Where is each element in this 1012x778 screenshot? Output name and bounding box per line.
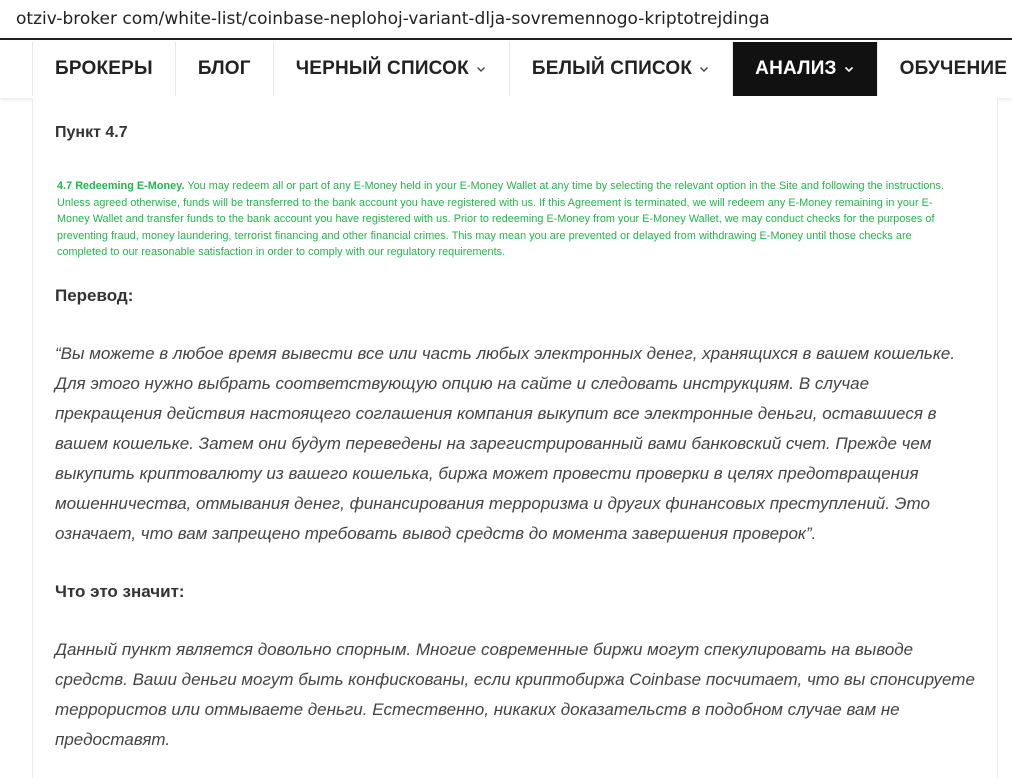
nav-item-label: БЕЛЫЙ СПИСОК <box>531 58 693 79</box>
nav-item-label: АНАЛИЗ <box>755 58 837 79</box>
nav-item-white-list[interactable] <box>510 42 733 96</box>
chevron-down-icon <box>475 63 487 75</box>
address-bar[interactable] <box>0 0 1012 40</box>
nav-menu <box>32 42 1012 96</box>
nav-item-black-list[interactable] <box>274 42 510 96</box>
nav-item-label: БЛОГ <box>197 58 251 79</box>
nav-item-blog[interactable] <box>176 42 274 96</box>
agreement-quote <box>57 178 957 261</box>
translation-heading: Перевод: <box>55 286 134 305</box>
translation-paragraph: “Вы можете в любое время вывести все или часть любых электронных денег, хранящихся в вашем кошельке. Для этого нужно выбрать соответствующую опцию на сайте и следовать инструкциям. В случае прекращения действия настоящего соглашения компания выкупит все электронные деньги, оставшиеся в вашем кошельке. Затем они будут переведены на зарегистрированный вами банковский счет. Прежде чем выкупить криптовалюту из вашего кошелька, биржа может провести проверки в целях предотвращения мошенничества, отмывания денег, финансирования терроризма и других финансовых преступлений. Это означает, что вам запрещено требовать вывод средств до момента завершения проверок”. <box>55 344 956 543</box>
quote-title: 4.7 Redeeming E-Money. <box>57 180 185 192</box>
meaning-heading: Что это значит: <box>55 582 185 601</box>
point-heading: Пункт 4.7 <box>55 124 128 141</box>
main-navigation <box>0 42 1012 98</box>
nav-item-brokers[interactable] <box>33 42 176 96</box>
quote-body: You may redeem all or part of any E-Money held in your E-Money Wallet at any time by selecting the relevant option in the Site and following the instructions. Unless agreed otherwise, funds will be transferred to the bank account you have registered with us. If this Agreement is terminated, we will redeem any E-Money remaining in your E-Money Wallet and transfer funds to the bank account you have registered with us. Prior to redeeming E-Money from your E-Money Wallet, we may conduct checks for the purposes of preventing fraud, money laundering, terrorist financing and other financial crimes. This may mean you are prevented or delayed from withdrawing E-Money until those checks are completed to our reasonable satisfaction in order to comply with our regulatory requirements. <box>57 180 945 259</box>
chevron-down-icon <box>698 63 710 75</box>
nav-item-education[interactable] <box>878 42 1012 96</box>
nav-item-label: ЧЕРНЫЙ СПИСОК <box>295 58 469 79</box>
nav-item-label: БРОКЕРЫ <box>55 58 153 79</box>
url-text[interactable]: otziv-broker com/white-list/coinbase-neplohoj-variant-dlja-sovremennogo-kriptotrejdinga <box>16 9 770 29</box>
chevron-down-icon <box>843 63 855 75</box>
meaning-paragraph: Данный пункт является довольно спорным. Многие современные биржи могут спекулировать на выводе средств. Ваши деньги могут быть конфискованы, если криптобиржа Coinbase посчитает, что вы спонсируете террористов или отмываете деньги. Естественно, никаких доказательств в подобном случае вам не предоставят. <box>55 640 975 749</box>
nav-item-analysis[interactable] <box>733 42 878 96</box>
article-content <box>32 98 998 778</box>
nav-item-label: ОБУЧЕНИЕ <box>899 58 1008 79</box>
